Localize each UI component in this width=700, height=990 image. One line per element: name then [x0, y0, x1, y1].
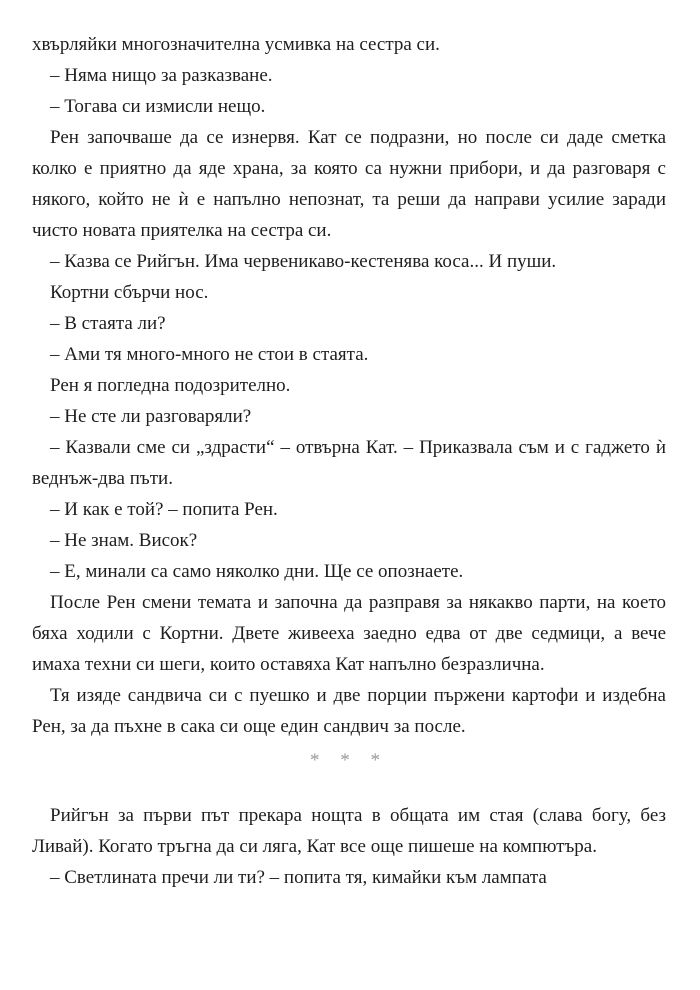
paragraph: Рен я погледна подозрително.	[50, 375, 291, 396]
paragraph: – Е, минали са само няколко дни. Ще се опознаете.	[50, 561, 464, 582]
paragraph: – Казва се Рийгън. Има червеникаво-кестенява коса... И пуши.	[50, 251, 557, 272]
section-gap	[32, 776, 666, 800]
scene-break: * * *	[310, 750, 388, 771]
paragraph: – Светлината пречи ли ти? – попита тя, кимайки към лампата	[50, 867, 547, 888]
text-block-bottom	[32, 800, 666, 893]
paragraph: – Казвали сме си „здрасти“ – отвърна Кат. – Приказвала съм и с гаджето ѝ веднъж-два пъти.	[32, 437, 666, 489]
paragraph: После Рен смени темата и започна да разправя за някакво парти, на което бяха ходили с Кортни. Двете живееха заедно едва от две седмици, а вече имаха техни си шеги, които оставяха Кат напълно безразлична.	[32, 592, 666, 675]
paragraph: – Няма нищо за разказване.	[50, 65, 273, 86]
paragraph: – И как е той? – попита Рен.	[50, 499, 278, 520]
paragraph: Рен започваше да се изнервя. Кат се подразни, но после си даде сметка колко е приятно да яде храна, за която са нужни прибори, и да разговаря с някого, който не ѝ е напълно непознат, та реши да направи усилие заради чисто новата приятелка на сестра си.	[32, 127, 666, 241]
paragraph: хвърляйки многозначителна усмивка на сестра си.	[32, 34, 440, 55]
paragraph: – Ами тя много-много не стои в стаята.	[50, 344, 369, 365]
paragraph: – Не знам. Висок?	[50, 530, 198, 551]
paragraph: – Тогава си измисли нещо.	[50, 96, 266, 117]
text-block-top	[32, 29, 666, 742]
paragraph: Кортни сбърчи нос.	[50, 282, 209, 303]
paragraph: Рийгън за първи път прекара нощта в общата им стая (слава богу, без Ливай). Когато тръгна да си ляга, Кат все още пишеше на компютъра.	[32, 805, 666, 857]
paragraph: Тя изяде сандвича си с пуешко и две порции пържени картофи и издебна Рен, за да пъхне в сака си още един сандвич за после.	[32, 685, 666, 737]
paragraph: – Не сте ли разговаряли?	[50, 406, 252, 427]
paragraph: – В стаята ли?	[50, 313, 166, 334]
